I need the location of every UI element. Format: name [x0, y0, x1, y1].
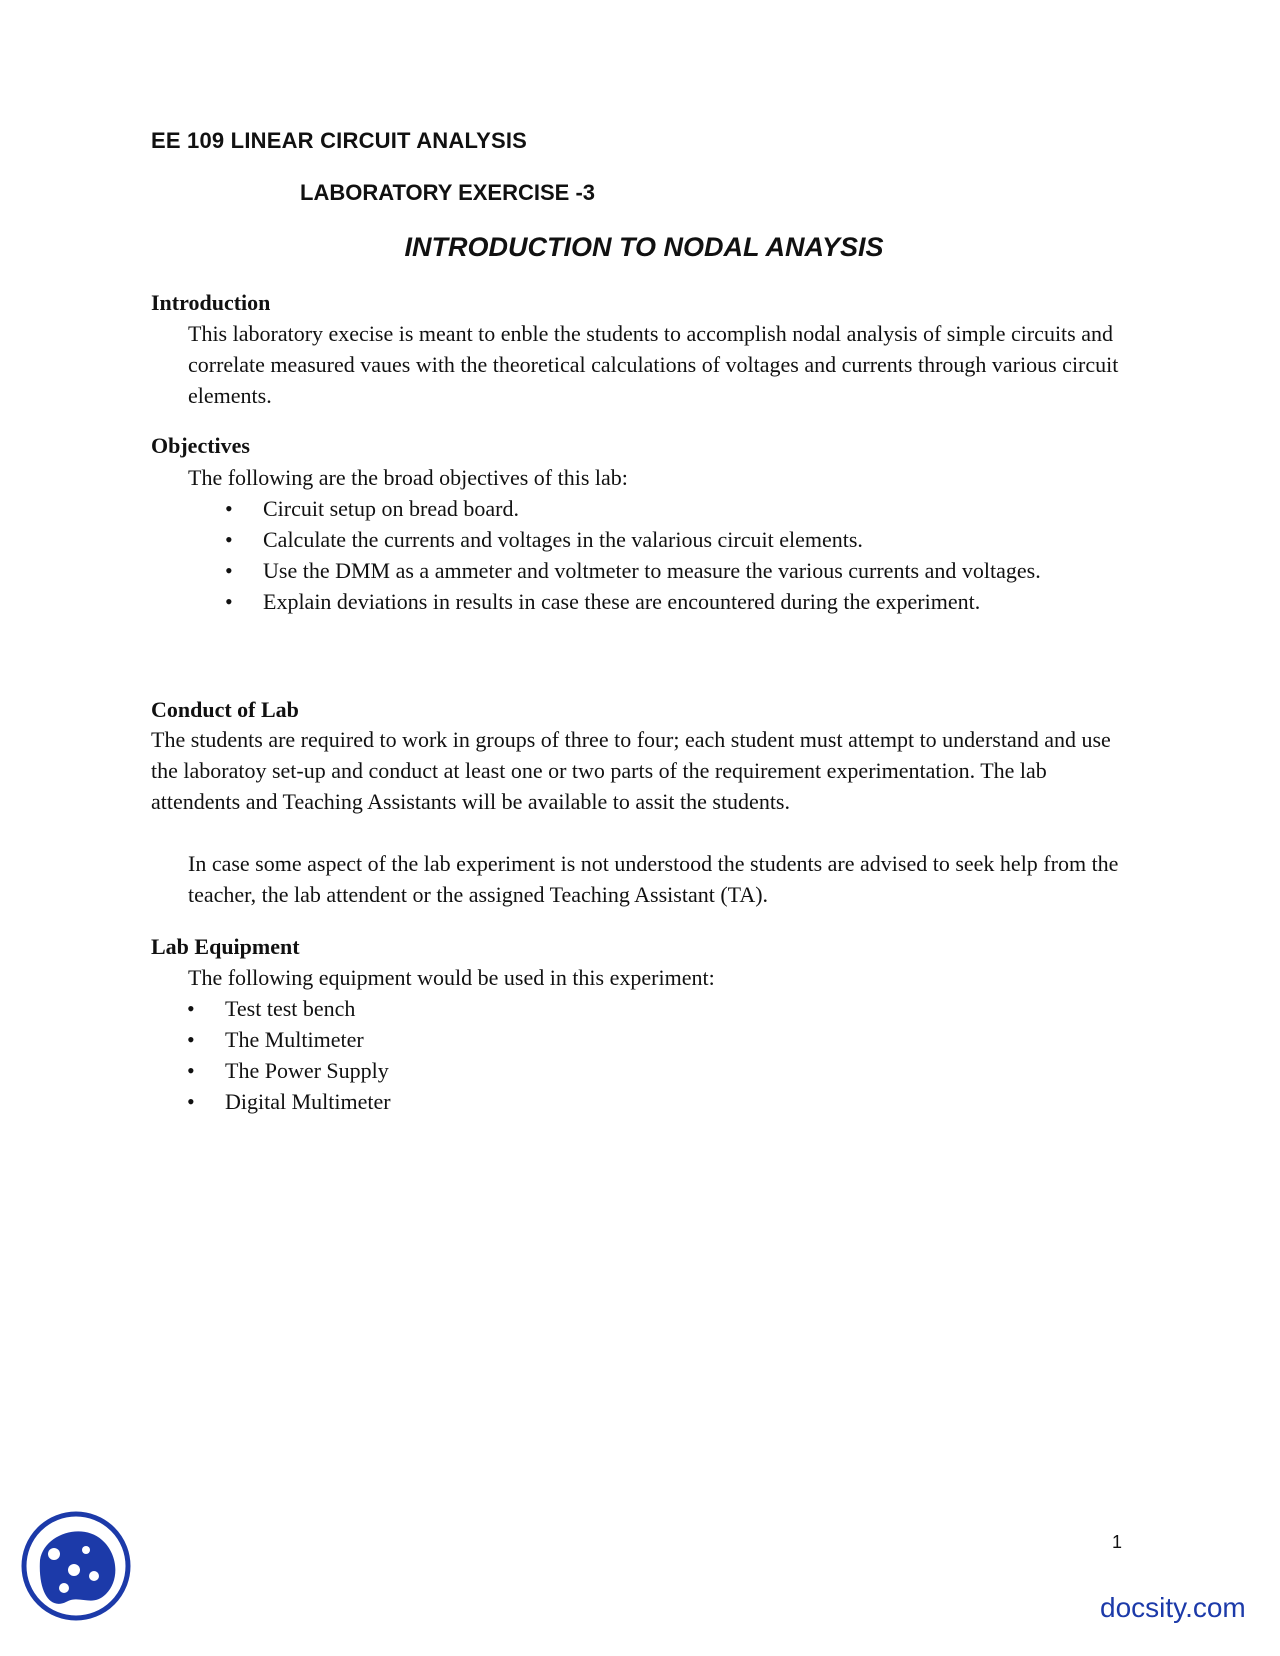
objectives-heading: Objectives [151, 433, 250, 458]
course-title: EE 109 LINEAR CIRCUIT ANALYSIS [151, 128, 528, 153]
document-title: INTRODUCTION TO NODAL ANAYSIS [404, 232, 884, 262]
bullet-icon: • [225, 558, 233, 583]
list-item [187, 993, 825, 1024]
bullet-icon: • [225, 589, 233, 614]
equipment-lead: The following equipment would be used in this experiment: [188, 965, 715, 990]
introduction-text: This laboratory execise is meant to enble the students to accomplish nodal analysis of simple circuits and correlate measured vaues with the theoretical calculations of voltages and currents through various circuit elements. [188, 321, 1119, 408]
objectives-lead: The following are the broad objectives of this lab: [188, 465, 628, 490]
list-item [225, 586, 1123, 617]
list-item [187, 1086, 825, 1117]
list-item [187, 1024, 825, 1055]
page-number: 1 [1112, 1532, 1123, 1552]
list-item-text: Explain deviations in results in case these are encountered during the experiment. [263, 589, 981, 614]
equipment-list [187, 993, 825, 1117]
list-item [187, 1055, 825, 1086]
conduct-heading: Conduct of Lab [151, 697, 299, 722]
docsity-brand-link[interactable]: docsity.com [1100, 1592, 1246, 1623]
bullet-icon: • [187, 996, 195, 1021]
bullet-icon: • [225, 496, 233, 521]
bullet-icon: • [225, 527, 233, 552]
exercise-title: LABORATORY EXERCISE -3 [300, 180, 596, 205]
list-item-text: The Multimeter [225, 1027, 364, 1052]
list-item-text: Calculate the currents and voltages in the valarious circuit elements. [263, 527, 863, 552]
bullet-icon: • [187, 1089, 195, 1114]
list-item-text: Test test bench [225, 996, 356, 1021]
conduct-text: The students are required to work in groups of three to four; each student must attempt to understand and use the laboratoy set-up and conduct at least one or two parts of the requirement experimentation. The lab attendents and Teaching Assistants will be available to assit the students. [151, 727, 1111, 814]
list-item [225, 555, 1123, 586]
list-item [225, 524, 1123, 555]
list-item-text: Circuit setup on bread board. [263, 496, 519, 521]
list-item-text: The Power Supply [225, 1058, 389, 1083]
bullet-icon: • [187, 1027, 195, 1052]
bullet-icon: • [187, 1058, 195, 1083]
docsity-logo-icon[interactable] [20, 1510, 132, 1622]
objectives-list [225, 493, 1123, 617]
introduction-heading: Introduction [151, 290, 271, 315]
equipment-heading: Lab Equipment [151, 934, 300, 959]
list-item-text: Use the DMM as a ammeter and voltmeter to measure the various currents and voltages. [263, 558, 1041, 583]
conduct-note: In case some aspect of the lab experiment is not understood the students are advised to seek help from the teacher, the lab attendent or the assigned Teaching Assistant (TA). [188, 851, 1119, 907]
list-item [225, 493, 1123, 524]
list-item-text: Digital Multimeter [225, 1089, 391, 1114]
